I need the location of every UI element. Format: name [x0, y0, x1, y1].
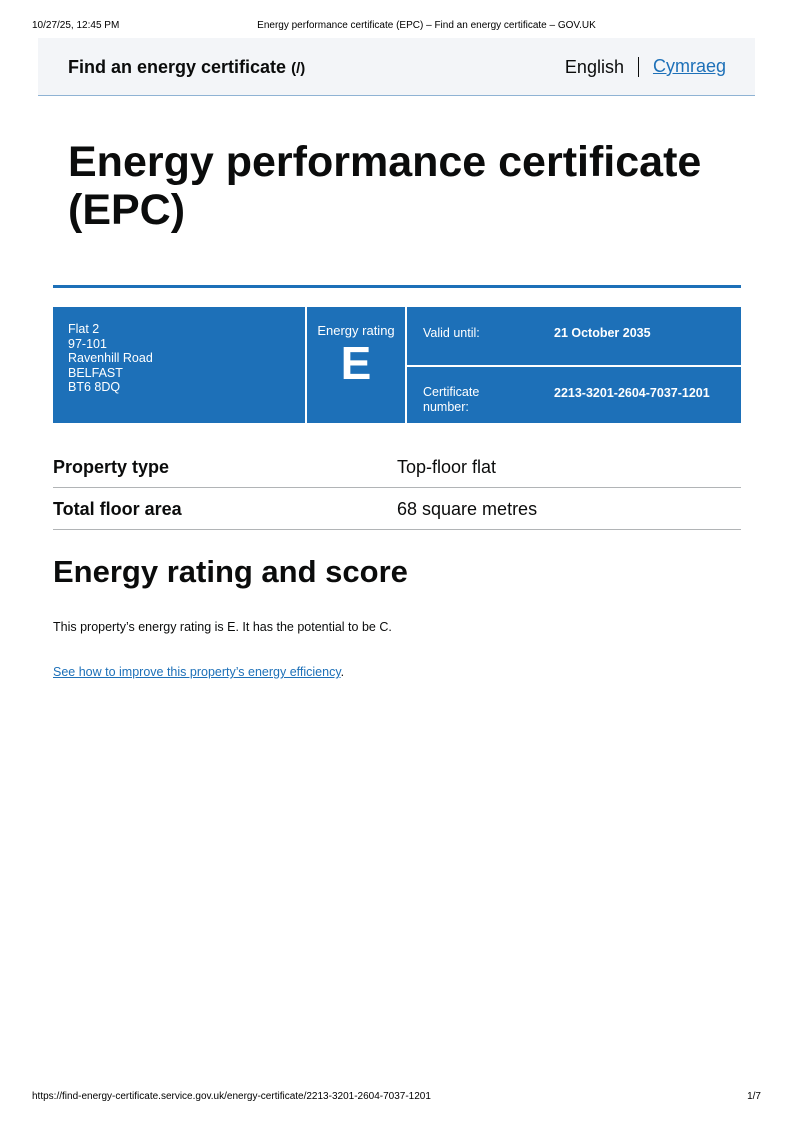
energy-rating-text: This property’s energy rating is E. It has the potential to be C. [53, 620, 392, 634]
print-url: https://find-energy-certificate.service.gov.uk/energy-certificate/2213-3201-2604-7037-1201 [32, 1091, 431, 1102]
summary-row-property-type [53, 446, 741, 488]
print-page-number: 1/7 [747, 1091, 761, 1102]
energy-rating-heading: Energy rating and score [53, 554, 408, 589]
valid-until-box [407, 307, 741, 365]
language-link-cymraeg[interactable]: Cymraeg [652, 56, 726, 76]
address-line: BELFAST [68, 365, 123, 380]
improve-paragraph [53, 665, 344, 679]
floor-area-value: 68 square metres [397, 499, 538, 519]
energy-rating-letter: E [340, 337, 372, 389]
summary-row-floor-area [53, 488, 741, 530]
service-header [38, 38, 755, 96]
property-address [53, 307, 305, 423]
certificate-number-value: 2213-3201-2604-7037-1201 [554, 386, 710, 400]
address-line: Ravenhill Road [68, 351, 153, 365]
service-name-link[interactable] [68, 57, 305, 78]
property-type-key: Property type [53, 457, 170, 477]
valid-until-label: Valid until: [423, 326, 480, 340]
page-title: Energy performance certificate (EPC) [68, 138, 702, 234]
improve-suffix: . [340, 665, 345, 679]
print-date: 10/27/25, 12:45 PM [32, 20, 120, 31]
address-line: 97-101 [68, 336, 107, 351]
print-document-title: Energy performance certificate (EPC) – Find an energy certificate – GOV.UK [257, 20, 596, 31]
floor-area-key: Total floor area [53, 499, 182, 519]
language-current: English [565, 57, 639, 77]
certificate-number-label: Certificate number: [423, 385, 480, 414]
home-link-text: (/) [291, 60, 306, 77]
title-divider [53, 285, 741, 288]
property-type-value: Top-floor flat [397, 457, 497, 477]
address-line: Flat 2 [68, 322, 100, 336]
service-name: Find an energy certificate [68, 57, 287, 77]
energy-rating-box [307, 307, 405, 423]
address-line: BT6 8DQ [68, 380, 121, 394]
energy-rating-label: Energy rating [317, 323, 395, 338]
print-header [32, 20, 761, 34]
certificate-number-box [407, 367, 741, 423]
improve-efficiency-link[interactable]: See how to improve this property’s energy efficiency [53, 665, 341, 679]
language-switcher [565, 56, 726, 77]
property-summary-list [53, 446, 741, 530]
valid-until-value: 21 October 2035 [554, 326, 651, 340]
epc-summary [53, 307, 741, 423]
print-footer [32, 1091, 761, 1105]
